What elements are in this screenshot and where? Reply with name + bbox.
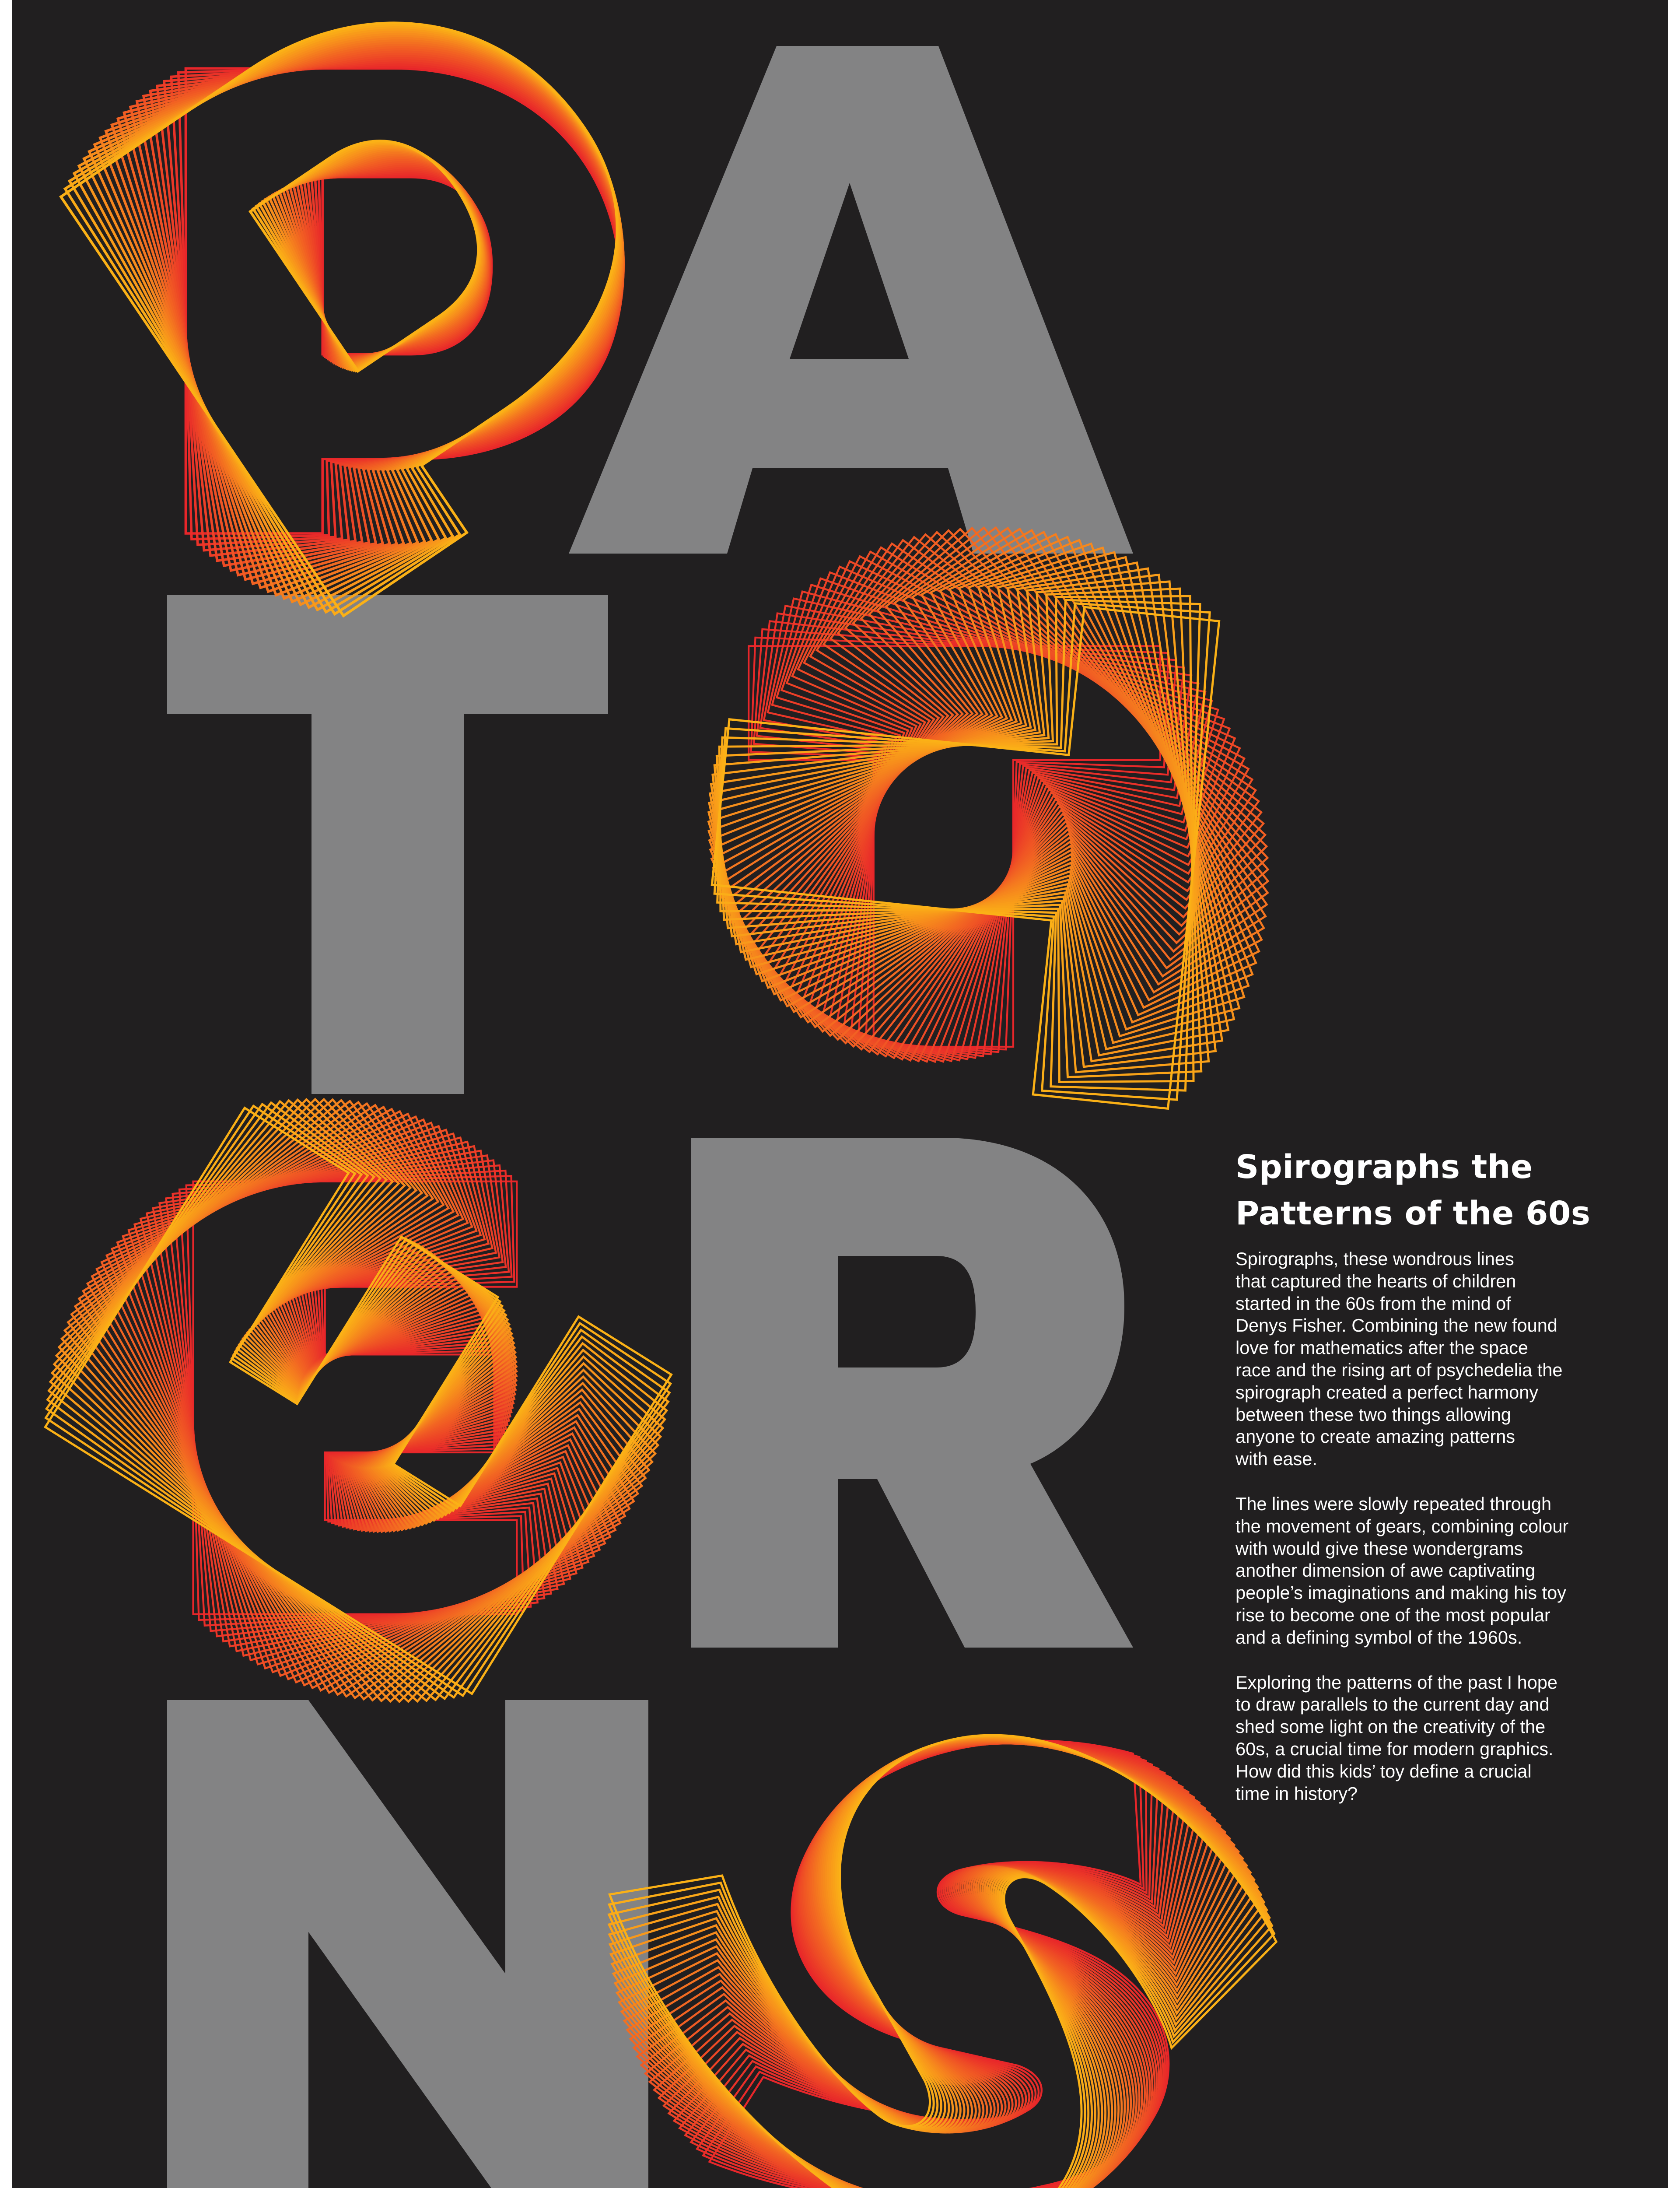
paragraph-line: with ease. [1236,1448,1317,1469]
paragraph-line: race and the rising art of psychedelia the [1236,1359,1563,1380]
paragraph-line: with would give these wondergrams [1236,1538,1523,1559]
paragraph-line: and a defining symbol of the 1960s. [1236,1627,1522,1648]
paragraph-line: How did this kids’ toy define a crucial [1236,1760,1532,1781]
article-heading [1236,1144,1673,1237]
paragraph-line: between these two things allowing [1236,1404,1511,1425]
article-paragraph-3 [1236,1672,1673,1805]
paragraph-line: Spirographs, these wondrous lines [1236,1248,1514,1269]
paragraph-line: the movement of gears, combining colour [1236,1515,1569,1536]
article-heading-line-1: Spirographs the [1236,1148,1533,1186]
paragraph-line: rise to become one of the most popular [1236,1604,1550,1625]
paragraph-line: to draw parallels to the current day and [1236,1694,1550,1715]
article-heading-line-2: Patterns of the 60s [1236,1195,1591,1232]
paragraph-line: 60s, a crucial time for modern graphics. [1236,1738,1554,1759]
paragraph-line: Denys Fisher. Combining the new found [1236,1315,1558,1336]
paragraph-line: The lines were slowly repeated through [1236,1493,1552,1514]
article-paragraph-2 [1236,1493,1673,1649]
paragraph-line: started in the 60s from the mind of [1236,1293,1511,1314]
paragraph-line: spirograph created a perfect harmony [1236,1382,1539,1403]
paragraph-line: Exploring the patterns of the past I hope [1236,1672,1558,1693]
article-text-block [1236,1144,1673,1827]
paragraph-line: people’s imaginations and making his toy [1236,1582,1566,1603]
article-paragraph-1 [1236,1248,1673,1470]
paragraph-line: that captured the hearts of children [1236,1270,1516,1291]
paragraph-line: love for mathematics after the space [1236,1337,1528,1358]
paragraph-line: shed some light on the creativity of the [1236,1716,1546,1737]
paragraph-line: another dimension of awe captivating [1236,1560,1536,1581]
paragraph-line: time in history? [1236,1783,1358,1804]
paragraph-line: anyone to create amazing patterns [1236,1426,1516,1447]
